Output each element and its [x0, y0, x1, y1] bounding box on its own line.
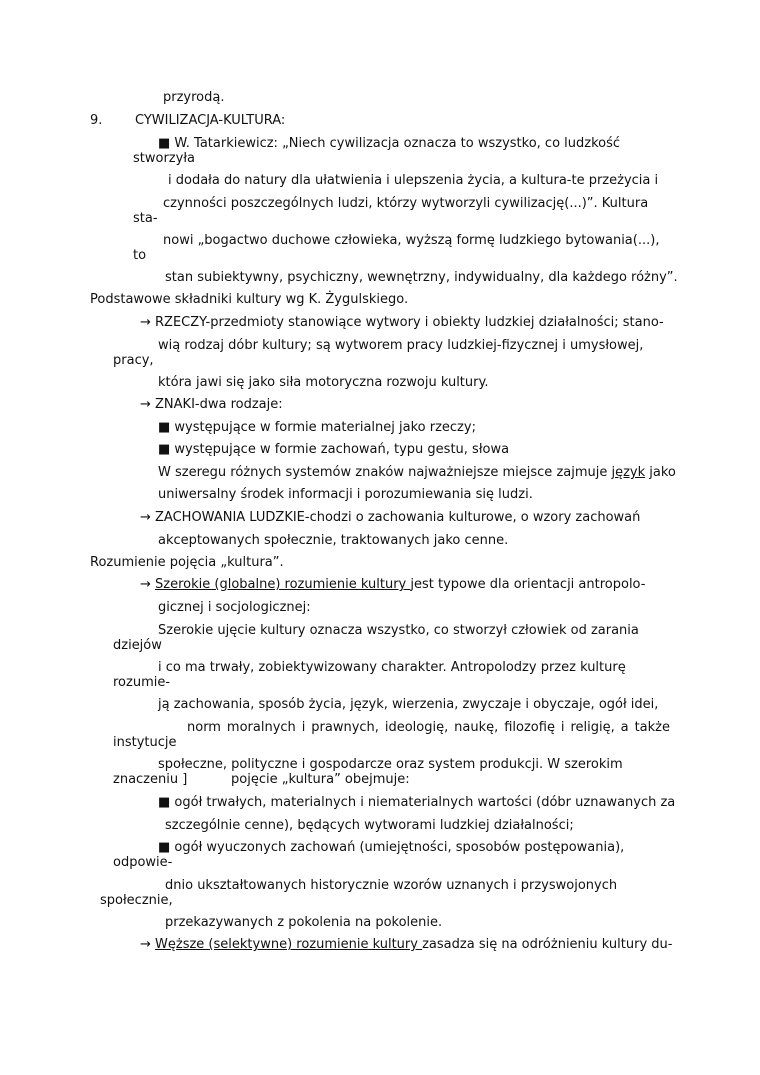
- text-line: ■ występujące w formie zachowań, typu gestu, słowa: [158, 442, 510, 457]
- text-line: pracy,: [113, 353, 154, 368]
- text-line: dnio ukształtowanych historycznie wzorów uznanych i przyswojonych: [165, 878, 618, 893]
- text-line: znaczeniu ]: [113, 772, 188, 787]
- text-line: to: [133, 248, 147, 263]
- list-number: 9.: [90, 113, 103, 128]
- text-line: ją zachowania, sposób życia, język, wierzenia, zwyczaje i obyczaje, ogół idei,: [158, 697, 659, 712]
- text-line: dziejów: [113, 638, 162, 653]
- text-line: → ZNAKI-dwa rodzaje:: [140, 397, 283, 412]
- text-line: Szerokie ujęcie kultury oznacza wszystko, co stworzył człowiek od zarania: [158, 623, 639, 638]
- text-line: ■ ogół wyuczonych zachowań (umiejętności, sposobów postępowania),: [158, 840, 625, 855]
- text-line: uniwersalny środek informacji i porozumiewania się ludzi.: [158, 487, 533, 502]
- text-line: nowi „bogactwo duchowe człowieka, wyższą formę ludzkiego bytowania(...),: [163, 233, 660, 248]
- text-line: społeczne, polityczne i gospodarcze oraz system produkcji. W szerokim: [158, 757, 623, 772]
- text-line: wią rodzaj dóbr kultury; są wytworem pracy ludzkiej-fizycznej i umysłowej,: [158, 338, 644, 353]
- text-segment: W szeregu różnych systemów znaków najważniejsze miejsce zajmuje: [158, 465, 612, 480]
- text-line: Podstawowe składniki kultury wg K. Żygulskiego.: [90, 292, 409, 307]
- text-segment: jest typowe dla orientacji antropolo-: [410, 577, 646, 592]
- arrow-bullet: →: [140, 577, 156, 592]
- text-segment: jako: [645, 465, 676, 480]
- text-line: pojęcie „kultura” obejmuje:: [231, 772, 410, 787]
- text-line: sta-: [133, 211, 158, 226]
- underlined-term: język: [611, 465, 646, 480]
- text-line: rozumie-: [113, 675, 171, 690]
- text-line: instytucje: [113, 735, 177, 750]
- section-heading: CYWILIZACJA-KULTURA:: [135, 113, 286, 128]
- text-line: gicznej i socjologicznej:: [158, 600, 311, 615]
- text-line: stan subiektywny, psychiczny, wewnętrzny, indywidualny, dla każdego różny”.: [165, 270, 678, 285]
- text-line: [140, 937, 672, 953]
- text-line: → ZACHOWANIA LUDZKIE-chodzi o zachowania kulturowe, o wzory zachowań: [140, 510, 641, 525]
- text-line: przyrodą.: [163, 90, 225, 105]
- text-line: ■ występujące w formie materialnej jako rzeczy;: [158, 420, 476, 435]
- text-line: która jawi się jako siła motoryczna rozwoju kultury.: [158, 375, 489, 390]
- text-line: ■ ogół trwałych, materialnych i niematerialnych wartości (dóbr uznawanych za: [158, 795, 676, 810]
- text-line: przekazywanych z pokolenia na pokolenie.: [165, 915, 443, 930]
- text-line: → RZECZY-przedmioty stanowiące wytwory i obiekty ludzkiej działalności; stano-: [140, 315, 664, 330]
- text-line: i co ma trwały, zobiektywizowany charakter. Antropolodzy przez kulturę: [158, 660, 626, 675]
- underlined-term: Węższe (selektywne) rozumienie kultury: [155, 937, 423, 952]
- arrow-bullet: →: [140, 937, 156, 952]
- text-line: akceptowanych społecznie, traktowanych jako cenne.: [158, 533, 509, 548]
- text-line: [140, 577, 645, 593]
- text-line: społecznie,: [100, 893, 173, 908]
- text-line: czynności poszczególnych ludzi, którzy wytworzyli cywilizację(...)”. Kultura: [163, 196, 649, 211]
- text-line: norm moralnych i prawnych, ideologię, naukę, filozofię i religię, a także: [187, 720, 670, 735]
- text-line: Rozumienie pojęcia „kultura”.: [90, 555, 284, 570]
- text-line: i dodała do natury dla ułatwienia i ulepszenia życia, a kultura-te przeżycia i: [168, 173, 659, 188]
- text-line: szczególnie cenne), będących wytworami ludzkiej działalności;: [165, 818, 574, 833]
- text-line: odpowie-: [113, 855, 173, 870]
- text-line: ■ W. Tatarkiewicz: „Niech cywilizacja oznacza to wszystko, co ludzkość: [158, 136, 621, 151]
- text-line: [158, 465, 676, 481]
- text-line: stworzyła: [133, 151, 195, 166]
- text-segment: zasadza się na odróżnieniu kultury du-: [422, 937, 673, 952]
- underlined-term: Szerokie (globalne) rozumienie kultury: [155, 577, 411, 592]
